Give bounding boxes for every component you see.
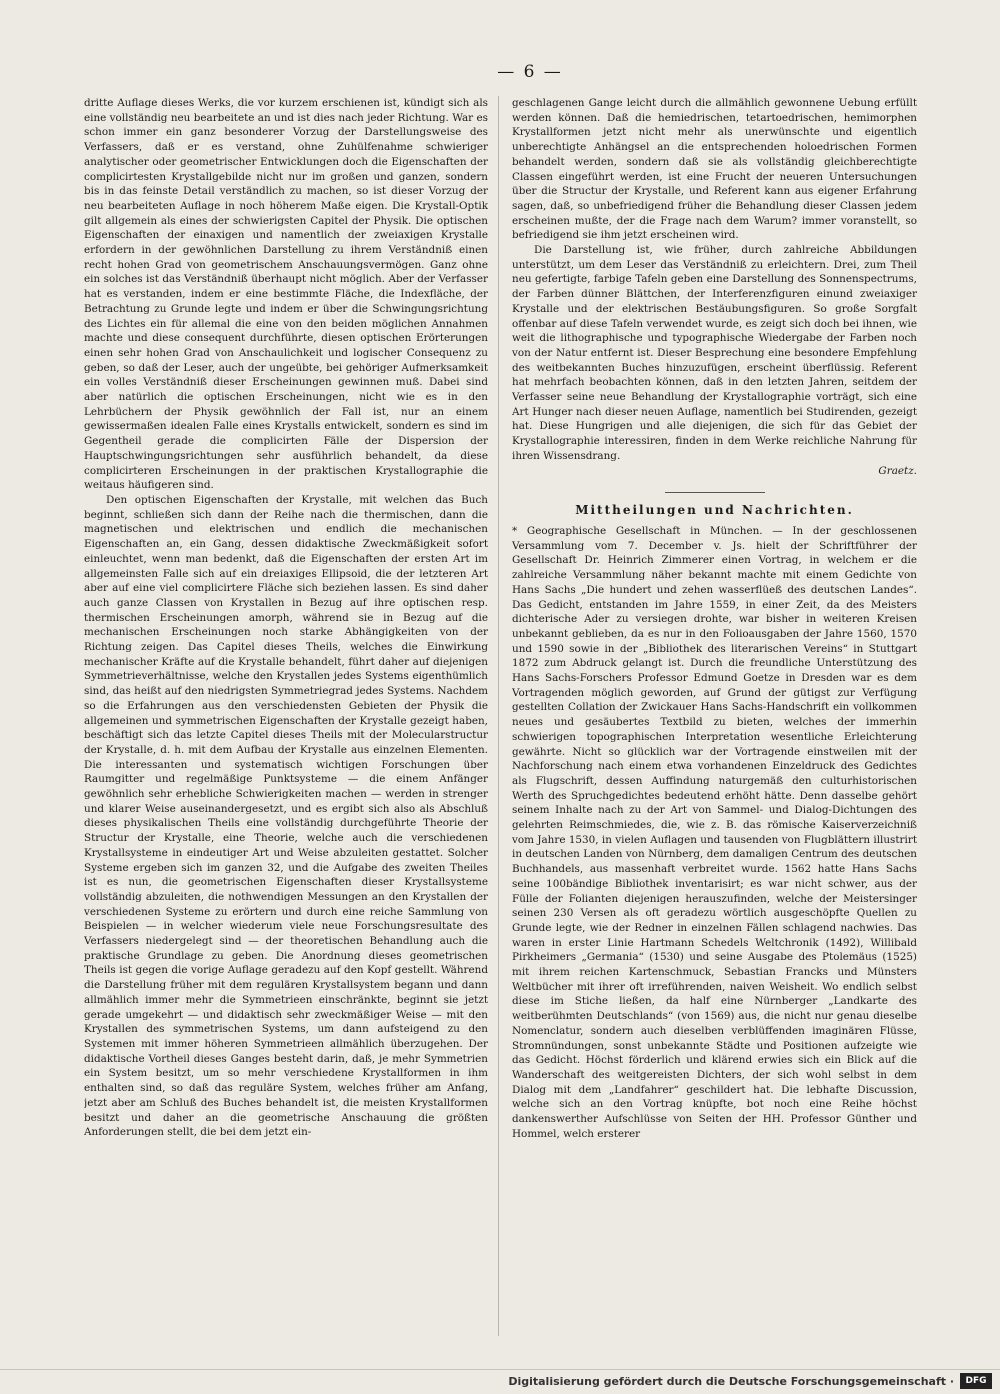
review-paragraph-3: geschlagenen Gange leicht durch die allmählich gewonnene Uebung erfüllt werden können. Daß die hemiedrischen, tetartoedrischen, hemimorphen Krystallformen jetzt nicht mehr als unerwünschte und eigentlich unberechtigte Anhängsel an die entsprechenden holoedrischen Formen behandelt werden, sondern daß sie als vollständig gleichberechtigte Classen eingeführt werden, ist eine Frucht der neueren Untersuchungen über die Structur der Krystalle, und Referent kann aus eigener Erfahrung sagen, daß, so unbefriedigend früher die Behandlung dieser Classen jedem erscheinen mußte, der die Frage nach dem Warum? immer voranstellt, so befriedigend sie ihm jetzt erscheinen wird.: [512, 97, 917, 242]
footer-bar: [0, 1369, 1000, 1394]
review-paragraph-2: Den optischen Eigenschaften der Krystalle, mit welchen das Buch beginnt, schließen sich dann der Reihe nach die thermischen, dann die magnetischen und elektrischen und endlich die mechanischen Eigenschaften an, ein Gang, dessen didaktische Zweckmäßigkeit sofort einleuchtet, wenn man bedenkt, daß die Eigenschaften der ersten Art im allgemeinsten Falle sich auf ein dreiaxiges Ellipsoid, die der letzteren Art aber auf eine viel complicirtere Fläche sich beziehen lassen. Es sind daher auch ganze Classen von Krystallen in Bezug auf ihre optischen resp. thermischen Erscheinungen amorph, während sie in Bezug auf die mechanischen Erscheinungen noch starke Abhängigkeiten von der Richtung zeigen. Das Capitel dieses Theils, welches die Einwirkung mechanischer Kräfte auf die Krystalle behandelt, führt daher auf diejenigen Symmetrieverhältnisse, welche den Krystallen jedes Systems eigenthümlich sind, das heißt auf den niedrigsten Symmetriegrad jedes Systems. Nachdem so die Erfahrungen aus den verschiedensten Gebieten der Physik die allgemeinen und symmetrischen Eigenschaften der Krystalle gezeigt haben, beschäftigt sich das letzte Capitel dieses Theils mit der Molecularstructur der Krystalle, d. h. mit dem Aufbau der Krystalle aus einzelnen Elementen. Die interessanten und systematisch wichtigen Forschungen über Raumgitter und regelmäßige Punktsysteme — die einem Anfänger gewöhnlich sehr erhebliche Schwierigkeiten machen — werden in strenger und klarer Weise auseinandergesetzt, und es ergibt sich also als Abschluß dieses physikalischen Theils eine vollständig durchgeführte Theorie der Structur der Krystalle, eine Theorie, welche auch die verschiedenen Krystallsysteme in eindeutiger Art und Weise abzuleiten gestattet. Solcher Systeme ergeben sich im ganzen 32, und die Aufgabe des zweiten Theiles ist es nun, die geometrischen Eigenschaften dieser Krystallsysteme vollständig abzuleiten, die nothwendigen Messungen an den Krystallen der verschiedenen Systeme zu erörtern und durch eine reiche Sammlung von Beispielen — in welcher wiederum viele neue Forschungsresultate des Verfassers niedergelegt sind — der theoretischen Behandlung auch die praktische Grundlage zu geben. Die Anordnung dieses geometrischen Theils ist gegen die vorige Auflage geradezu auf den Kopf gestellt. Während die Darstellung früher mit dem regulären Krystallsystem begann und dann allmählich immer mehr die Symmetrieen einschränkte, beginnt sie jetzt gerade umgekehrt — und didaktisch sehr zweckmäßiger Weise — mit den Krystallen des symmetrischen Systems, um dann aufsteigend zu den Systemen mit immer höheren Symmetrieen allmählich überzugehen. Der didaktische Vortheil dieses Ganges besteht darin, daß, je mehr Symmetrien ein System besitzt, um so mehr verschiedene Krystallformen in ihm enthalten sind, so daß das reguläre System, welches früher am Anfang, jetzt aber am Schluß des Buches behandelt ist, die meisten Krystallformen besitzt und daher an die geometrische Anschauung die größten Anforderungen stellt, die bei dem jetzt ein-: [84, 493, 488, 1139]
section-title: Mittheilungen und Nachrichten.: [575, 503, 854, 518]
review-paragraph-1: dritte Auflage dieses Werks, die vor kurzem erschienen ist, kündigt sich als eine vollständig neu bearbeitete an und ist dies nach jeder Richtung. War es schon immer ein ganz besonderer Vorzug der Darstellungsweise des Verfassers, daß er es verstand, ohne Zuhülfenahme schwieriger analytischer oder geometrischer Entwicklungen doch die Eigenschaften der complicirtesten Krystallgebilde nicht nur im großen und ganzen, sondern bis in das feinste Detail verständlich zu machen, so ist dieser Vorzug der neu bearbeiteten Auflage in noch höherem Maße eigen. Die Krystall-Optik gilt allgemein als eines der schwierigsten Capitel der Physik. Die optischen Eigenschaften der einaxigen und namentlich der zweiaxigen Krystalle erfordern in der gewöhnlichen Darstellung zu ihrem Verständniß einen recht hohen Grad von geometrischem Anschauungsvermögen. Ganz ohne ein solches ist das Verständniß überhaupt nicht möglich. Aber der Verfasser hat es verstanden, indem er eine bestimmte Fläche, die Indexfläche, der Betrachtung zu Grunde legte und indem er über die Schwingungsrichtung des Lichtes ein für allemal die eine von den beiden möglichen Annahmen machte und diese consequent durchführte, diesen optischen Erörterungen einen sehr hohen Grad von Anschaulichkeit und logischer Consequenz zu geben, so daß der Leser, auch der ungeübte, bei gehöriger Aufmerksamkeit ein volles Verständniß dieser Erscheinungen gewinnen muß. Dabei sind aber natürlich die optischen Erscheinungen, nicht wie es in den Lehrbüchern der Physik gewöhnlich der Fall ist, nur an einem gewissermaßen idealen Falle eines Krystalls entwickelt, sondern es sind im Gegentheil gerade die complicirten Fälle der Dispersion der Hauptschwingungsrichtungen sehr ausführlich behandelt, da diese complicirteren Erscheinungen in der praktischen Krystallographie die weitaus häufigeren sind.: [84, 97, 488, 492]
page-number: — 6 —: [497, 62, 563, 82]
footer-credit: Digitalisierung gefördert durch die Deutsche Forschungsgemeinschaft ·: [508, 1375, 954, 1388]
column-divider: [498, 96, 499, 1336]
review-paragraph-4: [512, 243, 917, 478]
news-paragraph: * Geographische Gesellschaft in München. — In der geschlossenen Versammlung vom 7. December v. Js. hielt der Schriftführer der Gesellschaft Dr. Heinrich Zimmerer einen Vortrag, in welchem er die zahlreiche Versammlung näher bekannt machte mit einem Gedichte von Hans Sachs „Die hundert und zehen wasserflüeß des deutschen Landes“. Das Gedicht, entstanden im Jahre 1559, in einer Zeit, da des Meisters dichterische Ader zu versiegen drohte, war bisher in weiteren Kreisen unbekannt geblieben, da es nur in den Folioausgaben der Jahre 1560, 1570 und 1590 sowie in der „Bibliothek des literarischen Vereins“ in Stuttgart 1872 zum Abdruck gelangt ist. Durch die freundliche Unterstützung des Hans Sachs-Forschers Professor Edmund Goetze in Dresden war es dem Vortragenden möglich geworden, auf Grund der gütigst zur Verfügung gestellten Collation der Zwickauer Hans Sachs-Handschrift ein vollkommen neues und gesäubertes Textbild zu bieten, welches der immerhin schwierigen topographischen Interpretation wesentliche Erleichterung gewährte. Nicht so glücklich war der Vortragende einstweilen mit der Nachforschung nach einem etwa vorhandenen Einzeldruck des Gedichtes als Flugschrift, dessen Auffindung naturgemäß den culturhistorischen Werth des Spruchgedichtes bedeutend erhöht hätte. Denn dasselbe gehört seinem Inhalte nach zu der Art von Sammel- und Dialog-Dichtungen des gelehrten Reimschmiedes, die, wie z. B. das römische Kaiserverzeichniß vom Jahre 1530, in vielen Auflagen und tausenden von Flugblättern illustrirt in deutschen Landen von Nürnberg, dem damaligen Centrum des deutschen Buchhandels, aus massenhaft verbreitet wurde. 1562 hatte Hans Sachs seine 100bändige Bibliothek inventarisirt; es war nicht schwer, aus der Fülle der Folianten diejenigen herauszufinden, welche der Meistersinger seinen 230 Versen als oft geradezu wörtlich ausgeschöpfte Quellen zu Grunde legte, wie der Redner in einzelnen Fällen schlagend nachwies. Das waren in erster Linie Hartmann Schedels Weltchronik (1492), Willibald Pirkheimers „Germania“ (1530) und seine Ausgabe des Ptolemäus (1525) mit ihrem reichen Kartenschmuck, Sebastian Francks und Münsters Weltbücher mit ihrer oft irreführenden, naiven Weisheit. Wo endlich selbst diese im Stiche ließen, da half eine Nürnberger „Landkarte des weitberühmten Deutschlands“ (von 1569) aus, die nicht nur genau dieselbe Nomenclatur, sondern auch dieselben verblüffenden imaginären Flüsse, Stromnündungen, sonst unbekannte Städte und Positionen aufzeigte wie das Gedicht. Höchst förderlich und klärend erwies sich ein Blick auf die Wanderschaft des weitgereisten Dichters, der sich wohl selbst in dem Dialog mit dem „Landfahrer“ geschildert hat. Die lebhafte Discussion, welche sich an den Vortrag knüpfte, bot noch eine Reihe höchst dankenswerther Aufschlüsse von Seiten der HH. Professor Günther und Hommel, welch ersterer: [512, 524, 917, 1140]
dfg-logo: DFG: [960, 1373, 992, 1389]
review-paragraph-4-text: Die Darstellung ist, wie früher, durch zahlreiche Abbildungen unterstützt, um dem Leser das Verständniß zu erleichtern. Drei, zum Theil neu gefertigte, farbige Tafeln geben eine Darstellung des Sonnenspectrums, der Farben dünner Blättchen, der Interferenzfiguren einund zweiaxiger Krystalle und der elektrischen Bestäubungsfiguren. So große Sorgfalt offenbar auf diese Tafeln verwendet wurde, es zeigt sich doch bei ihnen, wie weit die lithographische und typographische Wiedergabe der Farben noch von der Natur entfernt ist. Dieser Besprechung eine besondere Empfehlung des weitbekannten Buches hinzuzufügen, erscheint überflüssig. Referent hat mehrfach beobachten können, daß in den letzten Jahren, seitdem der Verfasser seine neue Behandlung der Krystallographie vorträgt, sich eine Art Hunger nach dieser neuen Auflage, namentlich bei Studirenden, gezeigt hat. Diese Hungrigen und alle diejenigen, die sich für das Gebiet der Krystallographie interessiren, finden in dem Werke reichliche Nahrung für ihren Wissensdrang.: [512, 244, 917, 462]
right-column: [512, 96, 917, 1341]
reviewer-signature: Graetz.: [878, 464, 917, 477]
left-column: [84, 96, 488, 1341]
section-rule: [665, 492, 765, 493]
